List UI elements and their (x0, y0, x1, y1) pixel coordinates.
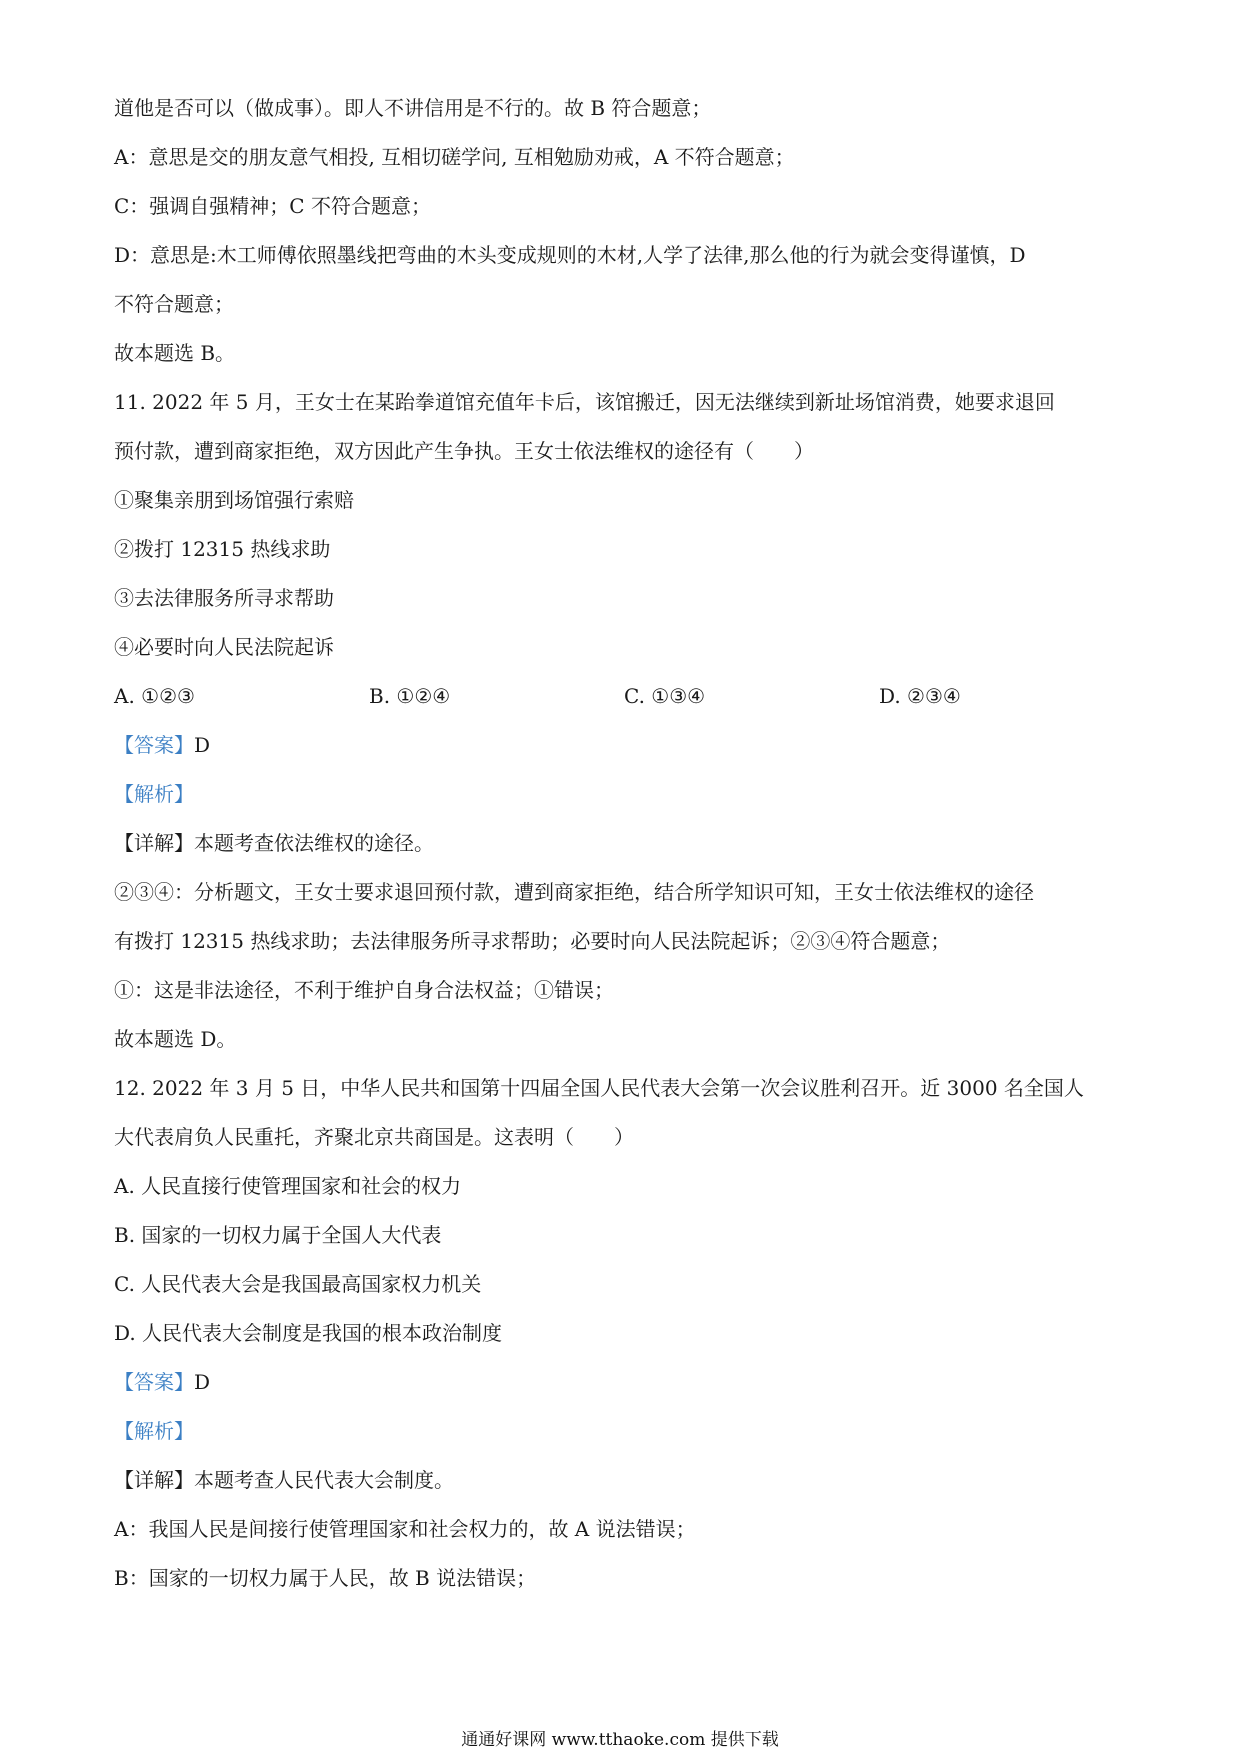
question-11-stem: 11. 2022 年 5 月，王女士在某跆拳道馆充值年卡后，该馆搬迁，因无法继续到新址场馆消费，她要求退回 (114, 390, 1055, 414)
text-line: 有拨打 12315 热线求助；去法律服务所寻求帮助；必要时向人民法院起诉；②③④符合题意； (114, 929, 951, 953)
statement-1: ①聚集亲朋到场馆强行索赔 (114, 488, 354, 512)
answer-tag: 【答案】 (114, 1370, 194, 1394)
question-11-options (114, 683, 1134, 709)
text-line: C：强调自强精神；C 不符合题意； (114, 194, 431, 218)
analysis-line (114, 1418, 1134, 1444)
statement-3: ③去法律服务所寻求帮助 (114, 586, 334, 610)
analysis-tag: 【解析】 (114, 782, 194, 806)
question-11-stem-cont: 预付款，遭到商家拒绝，双方因此产生争执。王女士依法维权的途径有（ ） (114, 439, 814, 463)
option-d: D. ②③④ (879, 684, 961, 708)
analysis-tag: 【解析】 (114, 1419, 194, 1443)
analysis-line (114, 781, 1134, 807)
statement-4: ④必要时向人民法院起诉 (114, 635, 334, 659)
text-line: 道他是否可以（做成事）。即人不讲信用是不行的。故 B 符合题意； (114, 96, 712, 120)
detail-line (114, 830, 1134, 856)
detail-tag: 【详解】 (114, 831, 194, 855)
detail-text: 本题考查人民代表大会制度。 (194, 1468, 454, 1492)
option-d: D. 人民代表大会制度是我国的根本政治制度 (114, 1321, 503, 1345)
option-c: C. ①③④ (624, 684, 706, 708)
option-a: A. ①②③ (114, 684, 195, 708)
page-footer: 通通好课网 www.tthaoke.com 提供下载 (461, 1730, 779, 1750)
text-line: D：意思是:木工师傅依照墨线把弯曲的木头变成规则的木材,人学了法律,那么他的行为就会变得谨慎，D (114, 243, 1026, 267)
statement-2: ②拨打 12315 热线求助 (114, 537, 331, 561)
text-line: B：国家的一切权力属于人民，故 B 说法错误； (114, 1566, 537, 1590)
option-a: A. 人民直接行使管理国家和社会的权力 (114, 1174, 462, 1198)
document-page (114, 95, 1134, 1614)
question-12-stem: 12. 2022 年 3 月 5 日，中华人民共和国第十四届全国人民代表大会第一次会议胜利召开。近 3000 名全国人 (114, 1076, 1084, 1100)
option-b: B. ①②④ (369, 684, 451, 708)
option-b: B. 国家的一切权力属于全国人大代表 (114, 1223, 442, 1247)
answer-tag: 【答案】 (114, 733, 194, 757)
answer-line (114, 1369, 1134, 1395)
text-line: 故本题选 B。 (114, 341, 236, 365)
detail-line (114, 1467, 1134, 1493)
answer-line (114, 732, 1134, 758)
text-line: A：意思是交的朋友意气相投, 互相切磋学问, 互相勉励劝戒，A 不符合题意； (114, 145, 795, 169)
text-line: 故本题选 D。 (114, 1027, 237, 1051)
option-c: C. 人民代表大会是我国最高国家权力机关 (114, 1272, 482, 1296)
text-line: ①：这是非法途径，不利于维护自身合法权益；①错误； (114, 978, 614, 1002)
text-line: A：我国人民是间接行使管理国家和社会权力的，故 A 说法错误； (114, 1517, 696, 1541)
detail-tag: 【详解】 (114, 1468, 194, 1492)
text-line: 不符合题意； (114, 292, 234, 316)
question-12-stem-cont: 大代表肩负人民重托，齐聚北京共商国是。这表明（ ） (114, 1125, 634, 1149)
text-line: ②③④：分析题文，王女士要求退回预付款，遭到商家拒绝，结合所学知识可知，王女士依法维权的途径 (114, 880, 1034, 904)
detail-text: 本题考查依法维权的途径。 (194, 831, 434, 855)
answer-value: D (194, 733, 211, 757)
answer-value: D (194, 1370, 211, 1394)
